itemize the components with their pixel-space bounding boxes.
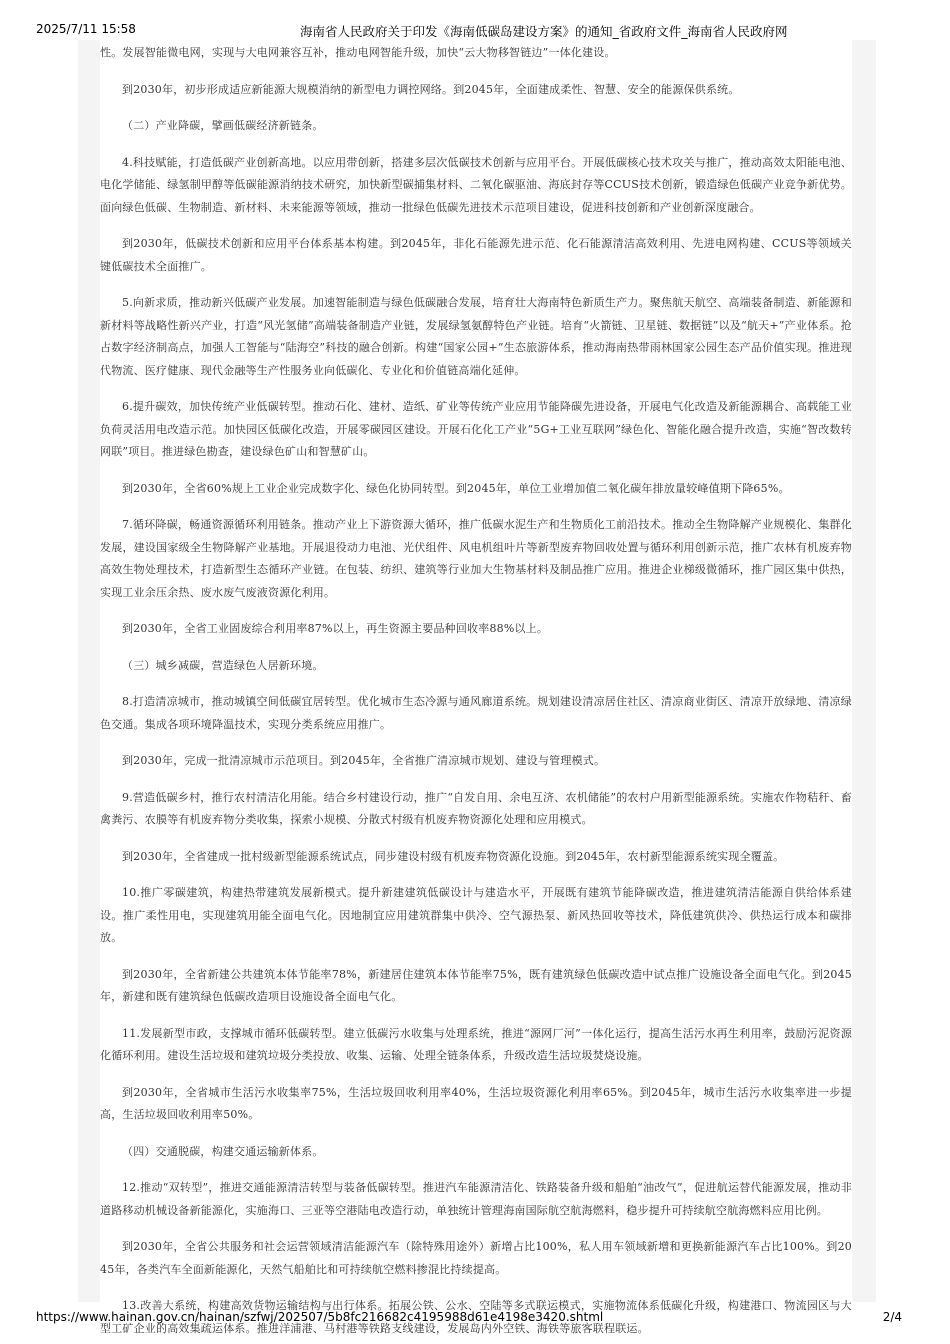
paragraph: 6.提升碳效，加快传统产业低碳转型。推动石化、建材、造纸、矿业等传统产业应用节能降碳先进设备，开展电气化改造及新能源耦合、高载能工业负荷灵活用电改造示范。加快园区低碳化改造，开展零碳园区建设。开展石化化工产业“5G+工业互联网”绿色化、智能化融合提升改造，实施“智改数转网联”项目。推进绿色勘查，建设绿色矿山和智慧矿山。 [100, 400, 852, 458]
section-heading: （三）城乡减碳，营造绿色人居新环境。 [122, 658, 324, 672]
paragraph: 性。发展智能微电网，实现与大电网兼容互补，推动电网智能升级，加快“云大物移智链边”一体化建设。 [100, 46, 616, 59]
paragraph: 11.发展新型市政，支撑城市循环低碳转型。建立低碳污水收集与处理系统，推进“源网厂河”一体化运行，提高生活污水再生利用率，鼓励污泥资源化循环利用。建设生活垃圾和建筑垃圾分类投放、收集、运输、处理全链条体系，升级改造生活垃圾焚烧设施。 [100, 1026, 852, 1062]
paragraph: 12.推动“双转型”，推进交通能源清洁转型与装备低碳转型。推进汽车能源清洁化、铁路装备升级和船舶“油改气”，促进航运替代能源发展，推动非道路移动机械设备新能源化，实施海口、三亚等空港陆电改造行动，单独统计管理海南国际航空航海燃料，稳步提升可持续航空航海燃料应用比例。 [100, 1181, 852, 1217]
paragraph: 到2030年，全省新建公共建筑本体节能率78%，新建居住建筑本体节能率75%，既有建筑绿色低碳改造中试点推广设施设备全面电气化。到2045年，新建和既有建筑绿色低碳改造项目设施设备全面电气化。 [100, 967, 852, 1003]
section-heading: （二）产业降碳，擘画低碳经济新链条。 [122, 119, 324, 132]
paragraph: 10.推广零碳建筑，构建热带建筑发展新模式。提升新建建筑低碳设计与建造水平，开展既有建筑节能降碳改造，推进建筑清洁能源自供给体系建设。推广柔性用电，实现建筑用能全面电气化。因地制宜应用建筑群集中供冷、空气源热泵、新风热回收等技术，降低建筑供冷、供热运行成本和碳排放。 [100, 886, 852, 944]
paragraph: 到2030年，全省建成一批村级新型能源系统试点，同步建设村级有机废弃物资源化设施。到2045年，农村新型能源系统实现全覆盖。 [122, 849, 785, 863]
paragraph: 到2030年，全省60%规上工业企业完成数字化、绿色化协同转型。到2045年，单位工业增加值二氧化碳年排放量较峰值期下降65%。 [122, 481, 790, 495]
print-footer [0, 1306, 950, 1336]
page-number: 2/4 [882, 1310, 902, 1324]
paragraph: 到2030年，初步形成适应新能源大规模消纳的新型电力调控网络。到2045年，全面建成柔性、智慧、安全的能源保供系统。 [122, 82, 740, 96]
paragraph: 到2030年，全省工业固废综合利用率87%以上，再生资源主要品种回收率88%以上。 [122, 622, 549, 635]
paragraph: 8.打造清凉城市，推动城镇空间低碳宜居转型。优化城市生态冷源与通风廊道系统。规划建设清凉居住社区、清凉商业街区、清凉开放绿地、清凉绿色交通。集成各项环境降温技术，实现分类系统应用推广。 [100, 695, 852, 731]
paragraph: 到2030年，低碳技术创新和应用平台体系基本构建。到2045年，非化石能源先进示范、化石能源清洁高效利用、先进电网构建、CCUS等领域关键低碳技术全面推广。 [100, 237, 852, 273]
paragraph: 4.科技赋能，打造低碳产业创新高地。以应用带创新，搭建多层次低碳技术创新与应用平台。开展低碳核心技术攻关与推广，推动高效太阳能电池、电化学储能、绿氢制甲醇等低碳能源消纳技术研究，加快新型碳捕集材料、二氧化碳驱油、海底封存等CCUS技术创新，锻造绿色低碳产业竞争新优势。面向绿色低碳、生物制造、新材料、未来能源等领域，推动一批绿色低碳先进技术示范项目建设，促进科技创新和产业创新深度融合。 [100, 155, 852, 214]
paragraph: 13.改善大系统，构建高效货物运输结构与出行体系。拓展公铁、公水、空陆等多式联运模式，实施物流体系低碳化升级，构建港口、物流园区与大型工矿企业的高效集疏运体系。推进洋浦港、马村港等铁路支线建设，发展岛内外空铁、海铁等旅客联程联运。 [100, 1299, 852, 1335]
paragraph: 到2030年，完成一批清凉城市示范项目。到2045年，全省推广清凉城市规划、建设与管理模式。 [122, 754, 606, 767]
paragraph: 9.营造低碳乡村，推行农村清洁化用能。结合乡村建设行动，推广“自发自用、余电互济、农机储能”的农村户用新型能源系统。实施农作物秸秆、畜禽粪污、农膜等有机废弃物分类收集，探索小规模、分散式村级有机废弃物资源化处理和应用模式。 [100, 790, 852, 826]
print-timestamp: 2025/7/11 15:58 [36, 22, 136, 36]
print-page-title: 海南省人民政府关于印发《海南低碳岛建设方案》的通知_省政府文件_海南省人民政府网 [300, 24, 788, 39]
paragraph: 到2030年，全省城市生活污水收集率75%，生活垃圾回收利用率40%，生活垃圾资源化利用率65%。到2045年，城市生活污水收集率进一步提高，生活垃圾回收利用率50%。 [100, 1085, 852, 1121]
paragraph: 7.循环降碳，畅通资源循环利用链条。推动产业上下游资源大循环，推广低碳水泥生产和生物质化工前沿技术。推动全生物降解产业规模化、集群化发展，建设国家级全生物降解产业基地。开展退役动力电池、光伏组件、风电机组叶片等新型废弃物回收处置与循环利用创新示范，推广农林有机废弃物高效生物处理技术，打造新型生态循环产业链。在包装、纺织、建筑等行业加大生物基材料及制品推广应用。推进企业梯级微循环，推广园区集中供热，实现工业余压余热、废水废气废液资源化利用。 [100, 518, 852, 599]
page-url: https://www.hainan.gov.cn/hainan/szfwj/202507/5b8fc216682c4195988d61e4198e3420.shtml [36, 1310, 604, 1324]
section-heading: （四）交通脱碳，构建交通运输新体系。 [122, 1144, 324, 1158]
print-header [0, 0, 950, 40]
paragraph: 到2030年，全省公共服务和社会运营领域清洁能源汽车（除特殊用途外）新增占比100%，私人用车领域新增和更换新能源汽车占比100%。到2045年，各类汽车全面新能源化，天然气船舶比和可持续航空燃料掺混比持续提高。 [100, 1240, 852, 1276]
paragraph: 5.向新求质，推动新兴低碳产业发展。加速智能制造与绿色低碳融合发展，培育壮大海南特色新质生产力。聚焦航天航空、高端装备制造、新能源和新材料等战略性新兴产业，打造“风光氢储”高端装备制造产业链，发展绿氢氨醇特色产业链。培育“火箭链、卫星链、数据链”以及“航天+”产业体系。抢占数字经济制高点，加强人工智能与“陆海空”科技的融合创新。构建“国家公园+”生态旅游体系，推动海南热带雨林国家公园生态产品价值实现。推进现代物流、医疗健康、现代金融等生产性服务业向低碳化、专业化和价值链高端化延伸。 [100, 296, 852, 377]
